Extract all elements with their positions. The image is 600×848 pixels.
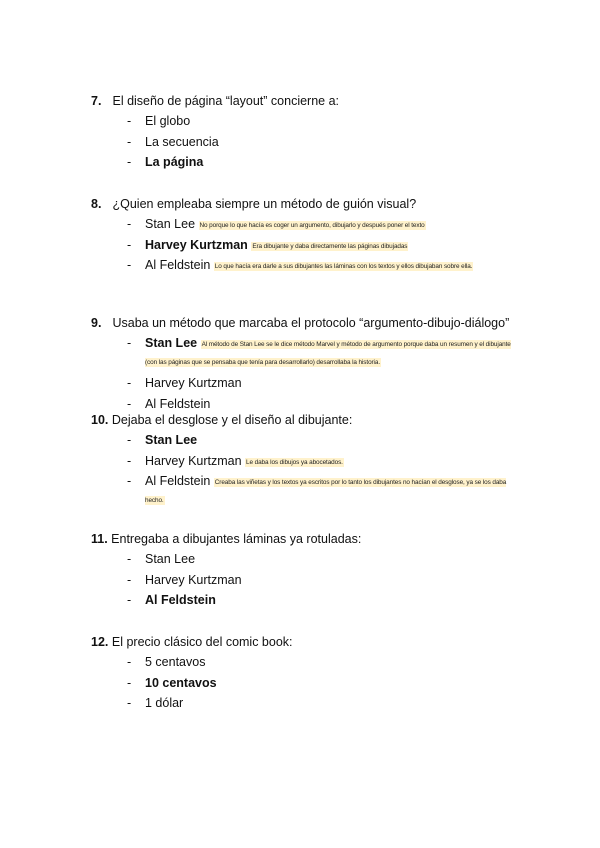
bullet-dash: - <box>127 155 132 169</box>
highlighted-note: Le daba los dibujos ya abocetados. <box>246 458 343 466</box>
question-number: 12. <box>91 635 109 649</box>
bullet-dash: - <box>127 675 132 690</box>
bullet-dash: - <box>127 655 132 669</box>
option-label: Harvey Kurtzman <box>145 376 242 390</box>
option-label: La secuencia <box>145 134 219 149</box>
question-number: 7. <box>91 94 102 108</box>
option-label: El globo <box>145 114 191 128</box>
bullet-dash: - <box>127 593 132 607</box>
option-list <box>91 216 521 279</box>
question-heading <box>91 93 521 109</box>
option-label: Stan Lee <box>145 336 198 350</box>
question-text: ¿Quien empleaba siempre un método de guión visual? <box>112 197 417 211</box>
highlighted-note: Lo que hacía era darle a sus dibujantes las láminas con los textos y ellos dibujaban sobre ella. <box>214 263 473 270</box>
option-list <box>91 432 521 513</box>
bullet-dash: - <box>127 376 132 390</box>
option-correct <box>91 237 521 258</box>
question-heading <box>91 412 521 428</box>
question-text: Dejaba el desglose y el diseño al dibujante: <box>111 413 353 427</box>
option-label: Al Feldstein <box>145 258 211 272</box>
option-list <box>91 113 521 175</box>
option-label: 1 dólar <box>145 696 184 710</box>
option-list <box>91 335 521 416</box>
option <box>91 134 521 155</box>
option-list <box>91 551 521 613</box>
option-label: Stan Lee <box>145 433 198 447</box>
option-label: Harvey Kurtzman <box>145 237 248 252</box>
bullet-dash: - <box>127 696 132 710</box>
option-label: La página <box>145 155 204 169</box>
bullet-dash: - <box>127 572 132 587</box>
bullet-dash: - <box>127 217 132 231</box>
option <box>91 572 521 593</box>
option <box>91 695 521 716</box>
option <box>91 257 515 279</box>
option-label: Al Feldstein <box>145 474 211 488</box>
option-label: 5 centavos <box>145 655 206 669</box>
bullet-dash: - <box>127 453 132 468</box>
bullet-dash: - <box>127 552 132 566</box>
option-label: Harvey Kurtzman <box>145 572 242 587</box>
option <box>91 551 521 572</box>
question-number: 8. <box>91 197 102 211</box>
option-label: Harvey Kurtzman <box>145 453 242 468</box>
option-label: 10 centavos <box>145 675 217 690</box>
bullet-dash: - <box>127 396 132 411</box>
option <box>91 473 515 513</box>
question-12 <box>91 634 521 716</box>
question-heading <box>91 531 521 547</box>
question-heading <box>91 315 521 331</box>
option-label: Al Feldstein <box>145 396 211 411</box>
question-text: El diseño de página “layout” concierne a: <box>112 94 340 108</box>
option-label: Stan Lee <box>145 217 196 231</box>
option-label: Al Feldstein <box>145 593 216 607</box>
option-label: Stan Lee <box>145 552 196 566</box>
bullet-dash: - <box>127 114 132 128</box>
question-text: Entregaba a dibujantes láminas ya rotuladas: <box>111 532 362 546</box>
question-text: El precio clásico del comic book: <box>111 635 293 649</box>
option-correct <box>91 675 521 696</box>
bullet-dash: - <box>127 433 132 447</box>
question-11 <box>91 531 521 613</box>
question-8 <box>91 196 521 279</box>
bullet-dash: - <box>127 258 132 272</box>
question-text: Usaba un método que marcaba el protocolo “argumento-dibujo-diálogo” <box>112 316 510 330</box>
question-heading <box>91 196 521 212</box>
question-10 <box>91 412 521 513</box>
bullet-dash: - <box>127 134 132 149</box>
question-9 <box>91 315 521 416</box>
highlighted-note: Creaba las viñetas y los textos ya escritos por lo tanto los dibujantes no hacían el desglose, ya se los daba hecho. <box>145 479 507 504</box>
option-list <box>91 654 521 716</box>
highlighted-note: Era dibujante y daba directamente las páginas dibujadas <box>252 242 408 250</box>
bullet-dash: - <box>127 336 132 350</box>
option <box>91 113 521 134</box>
bullet-dash: - <box>127 237 132 252</box>
option-correct <box>91 154 521 175</box>
question-number: 9. <box>91 316 102 330</box>
option-correct <box>91 432 521 453</box>
bullet-dash: - <box>127 474 132 488</box>
question-heading <box>91 634 521 650</box>
question-7 <box>91 93 521 175</box>
highlighted-note: Al método de Stan Lee se le dice método Marvel y método de argumento porque daba un resumen y el dibujante (con las páginas que se pensaba que tenía para desarrollarlo) desarrollaba la historia. <box>145 341 511 366</box>
option <box>91 453 521 474</box>
question-number: 11. <box>91 532 108 546</box>
option-correct <box>91 335 515 375</box>
option <box>91 654 521 675</box>
option <box>91 375 521 396</box>
question-number: 10. <box>91 413 109 427</box>
highlighted-note: No porque lo que hacía es coger un argumento, dibujarlo y después poner el texto <box>199 222 425 229</box>
option-correct <box>91 592 521 613</box>
option <box>91 216 521 237</box>
